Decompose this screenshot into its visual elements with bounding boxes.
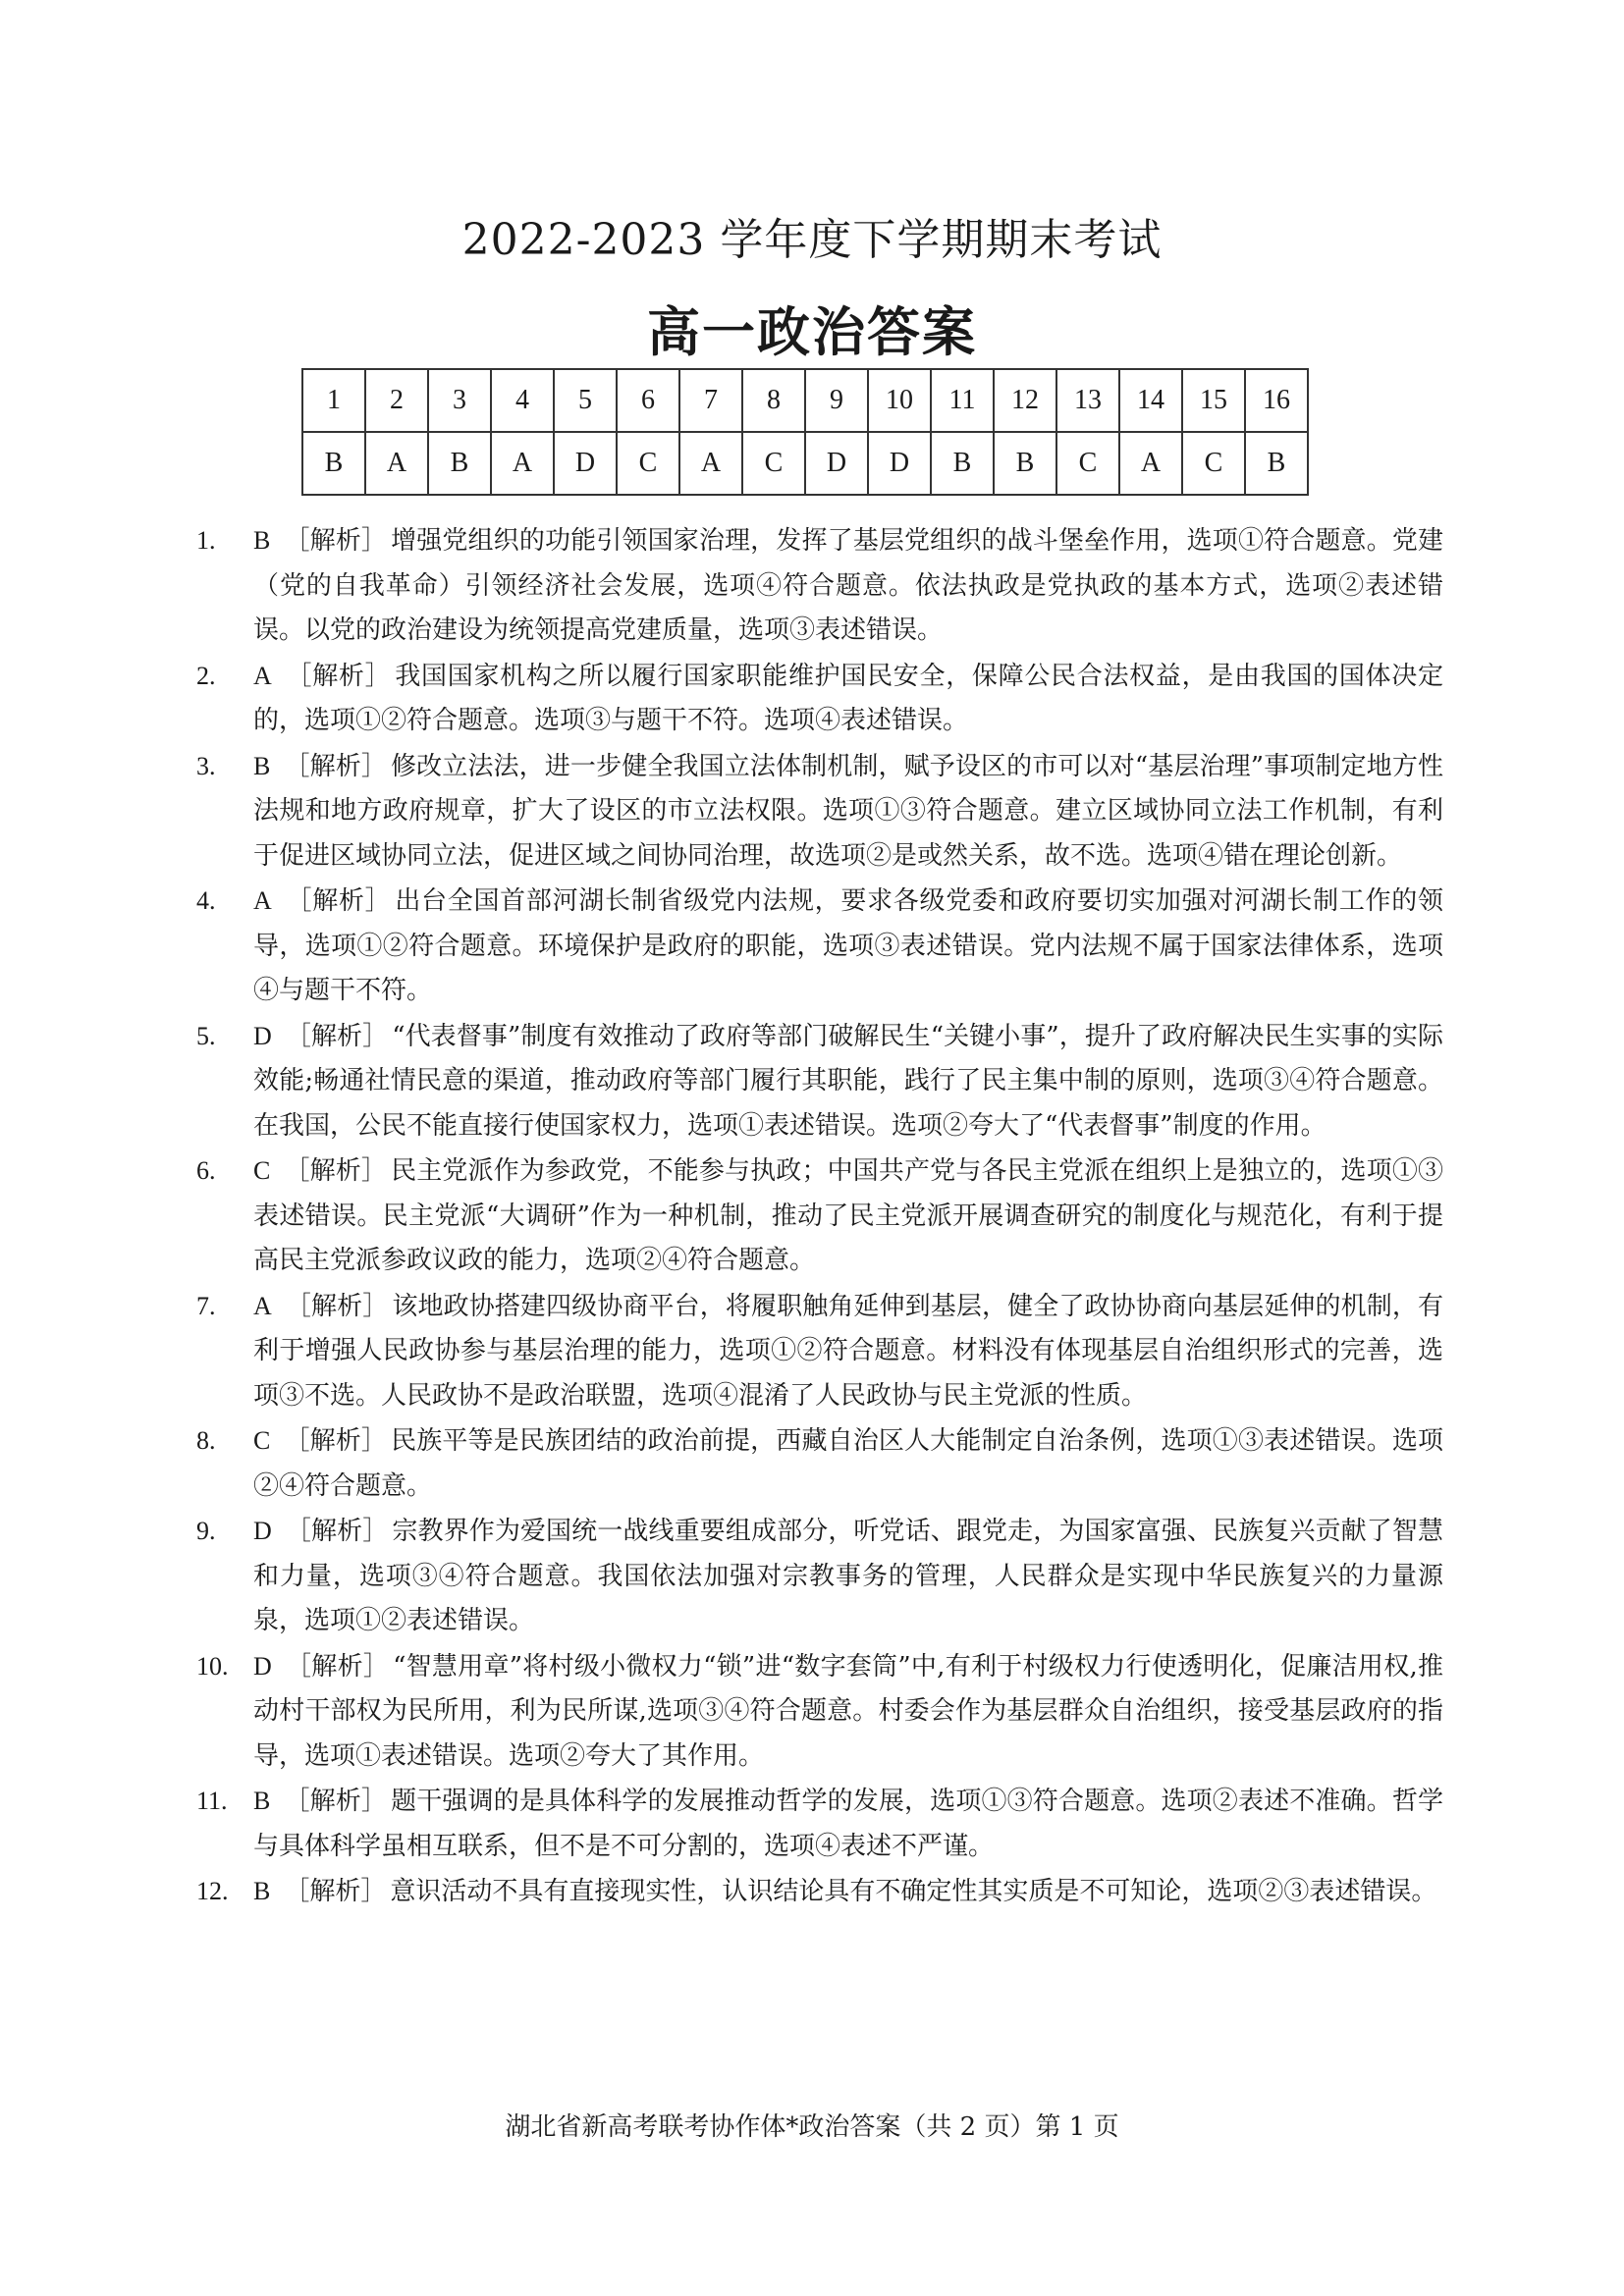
question-number-cell: 1: [302, 369, 365, 432]
item-explanation-text: 该地政协搭建四级协商平台，将履职触角延伸到基层，健全了政协协商向基层延伸的机制，有利于增强人民政协参与基层治理的能力，选项①②符合题意。材料没有体现基层自治组织形式的完善，选项③不选。人民政协不是政治联盟，选项④混淆了人民政协与民主党派的性质。: [253, 1291, 1443, 1411]
item-body: [253, 1014, 1443, 1149]
item-explanation-text: 题干强调的是具体科学的发展推动哲学的发展，选项①③符合题意。选项②表述不准确。哲学与具体科学虽相互联系，但不是不可分割的，选项④表述不严谨。: [253, 1787, 1443, 1861]
item-number: 2.: [196, 661, 216, 690]
explanation-item: [196, 1869, 1443, 1915]
explanation-item: [196, 744, 1443, 880]
item-explanation-text: 增强党组织的功能引领国家治理，发挥了基层党组织的战斗堡垒作用，选项①符合题意。党建（党的自我革命）引领经济社会发展，选项④符合题意。依法执政是党执政的基本方式，选项②表述错误。以党的政治建设为统领提高党建质量，选项③表述错误。: [253, 526, 1443, 645]
exam-title: 2022-2023 学年度下学期期末考试: [461, 215, 1163, 265]
explanation-item: [196, 1644, 1443, 1780]
item-explanation-text: 民族平等是民族团结的政治前提，西藏自治区人大能制定自治条例，选项①③表述错误。选项②④符合题意。: [253, 1426, 1443, 1501]
answer-table-number-row: [302, 369, 1308, 432]
question-number-cell: 15: [1182, 369, 1245, 432]
question-number-cell: 16: [1245, 369, 1308, 432]
question-number-cell: 3: [428, 369, 491, 432]
explanation-item: [196, 1418, 1443, 1509]
item-explanation-text: 民主党派作为参政党，不能参与执政；中国共产党与各民主党派在组织上是独立的，选项①③表述错误。民主党派“大调研”作为一种机制，推动了民主党派开展调查研究的制度化与规范化，有利于提高民主党派参政议政的能力，选项②④符合题意。: [253, 1156, 1443, 1275]
explanation-item: [196, 1014, 1443, 1149]
item-answer: D: [253, 1651, 272, 1681]
item-answer: B: [253, 1787, 271, 1815]
item-explanation-text: 修改立法法，进一步健全我国立法体制机制，赋予设区的市可以对“基层治理”事项制定地方性法规和地方政府规章，扩大了设区的市立法权限。选项①③符合题意。建立区域协同立法工作机制，有利于促进区域协同立法，促进区域之间协同治理，故选项②是或然关系，故不选。选项④错在理论创新。: [253, 751, 1443, 871]
item-number: 12.: [196, 1877, 229, 1905]
question-number-cell: 14: [1119, 369, 1182, 432]
answer-cell: B: [931, 432, 994, 495]
item-body: [253, 1418, 1443, 1509]
item-answer: D: [253, 1517, 272, 1545]
question-number-cell: 10: [868, 369, 931, 432]
question-number-cell: 9: [805, 369, 868, 432]
answer-cell: B: [994, 432, 1056, 495]
analysis-tag: ［解析］: [285, 1021, 389, 1051]
item-explanation-text: 我国国家机构之所以履行国家职能维护国民安全，保障公民合法权益，是由我国的国体决定的，选项①②符合题意。选项③与题干不符。选项④表述错误。: [253, 661, 1443, 735]
analysis-tag: ［解析］: [284, 751, 388, 781]
answer-cell: C: [1182, 432, 1245, 495]
question-number-cell: 13: [1056, 369, 1119, 432]
answer-cell: D: [868, 432, 931, 495]
item-answer: C: [253, 1156, 271, 1185]
item-explanation-text: “智慧用章”将村级小微权力“锁”进“数字套筒”中,有利于村级权力行使透明化，促廉洁用权,推动村干部权为民所用，利为民所谋,选项③④符合题意。村委会作为基层群众自治组织，接受基层政府的指导，选项①表述错误。选项②夸大了其作用。: [253, 1651, 1443, 1771]
item-answer: B: [253, 1877, 271, 1905]
item-number: 10.: [196, 1651, 229, 1681]
answer-cell: A: [1119, 432, 1182, 495]
question-number-cell: 2: [365, 369, 428, 432]
question-number-cell: 11: [931, 369, 994, 432]
explanation-item: [196, 879, 1443, 1014]
item-answer: B: [253, 526, 271, 555]
analysis-tag: ［解析］: [284, 526, 388, 556]
item-number: 9.: [196, 1517, 216, 1545]
analysis-tag: ［解析］: [284, 1787, 388, 1816]
answer-cell: B: [302, 432, 365, 495]
explanation-item: [196, 1284, 1443, 1419]
analysis-tag: ［解析］: [285, 661, 392, 691]
page-footer: 湖北省新高考联考协作体*政治答案（共 2 页）第 1 页: [505, 2112, 1119, 2142]
answer-table-answer-row: [302, 432, 1308, 495]
item-number: 5.: [196, 1021, 216, 1050]
answer-cell: A: [365, 432, 428, 495]
analysis-tag: ［解析］: [285, 886, 392, 916]
question-number-cell: 7: [679, 369, 742, 432]
item-number: 8.: [196, 1426, 216, 1455]
answer-cell: A: [679, 432, 742, 495]
question-number-cell: 4: [491, 369, 554, 432]
question-number-cell: 12: [994, 369, 1056, 432]
answer-cell: D: [554, 432, 617, 495]
item-number: 3.: [196, 751, 216, 780]
page-title: 高一政治答案: [647, 301, 977, 363]
analysis-tag: ［解析］: [284, 1877, 387, 1906]
item-number: 1.: [196, 526, 216, 555]
explanation-item: [196, 1148, 1443, 1284]
explanation-item: [196, 1509, 1443, 1644]
answer-cell: A: [491, 432, 554, 495]
analysis-tag: ［解析］: [284, 1426, 388, 1456]
question-number-cell: 5: [554, 369, 617, 432]
explanation-item: [196, 518, 1443, 654]
answer-cell: C: [1056, 432, 1119, 495]
analysis-tag: ［解析］: [285, 1517, 389, 1546]
answer-cell: B: [1245, 432, 1308, 495]
item-body: [253, 1509, 1443, 1644]
explanation-item: [196, 1779, 1443, 1869]
explanation-item: [196, 654, 1443, 744]
item-number: 11.: [196, 1787, 228, 1815]
answer-table: [301, 368, 1309, 496]
item-body: [253, 744, 1443, 880]
item-answer: A: [253, 1291, 272, 1320]
item-body: [253, 1284, 1443, 1419]
analysis-tag: ［解析］: [285, 1291, 389, 1321]
item-explanation-text: “代表督事”制度有效推动了政府等部门破解民生“关键小事”，提升了政府解决民生实事的实际效能;畅通社情民意的渠道，推动政府等部门履行其职能，践行了民主集中制的原则，选项③④符合题意。在我国，公民不能直接行使国家权力，选项①表述错误。选项②夸大了“代表督事”制度的作用。: [253, 1021, 1443, 1141]
question-number-cell: 8: [742, 369, 805, 432]
answer-cell: D: [805, 432, 868, 495]
item-body: [253, 1779, 1443, 1869]
question-number-cell: 6: [617, 369, 679, 432]
item-number: 4.: [196, 886, 216, 915]
item-answer: D: [253, 1021, 272, 1050]
item-answer: A: [253, 886, 272, 915]
answer-cell: B: [428, 432, 491, 495]
item-number: 6.: [196, 1156, 216, 1185]
item-body: [253, 1148, 1443, 1284]
item-answer: A: [253, 661, 272, 690]
explanations-list: [196, 518, 1443, 1915]
item-answer: C: [253, 1426, 271, 1455]
item-explanation-text: 意识活动不具有直接现实性，认识结论具有不确定性其实质是不可知论，选项②③表述错误。: [390, 1877, 1437, 1906]
analysis-tag: ［解析］: [285, 1651, 390, 1682]
item-explanation-text: 宗教界作为爱国统一战线重要组成部分，听党话、跟党走，为国家富强、民族复兴贡献了智慧和力量，选项③④符合题意。我国依法加强对宗教事务的管理，人民群众是实现中华民族复兴的力量源泉，选项①②表述错误。: [253, 1517, 1443, 1635]
item-body: [253, 654, 1443, 744]
answer-cell: C: [617, 432, 679, 495]
item-body: [253, 1869, 1443, 1915]
item-body: [253, 518, 1443, 654]
item-explanation-text: 出台全国首部河湖长制省级党内法规，要求各级党委和政府要切实加强对河湖长制工作的领导，选项①②符合题意。环境保护是政府的职能，选项③表述错误。党内法规不属于国家法律体系，选项④与题干不符。: [253, 886, 1443, 1005]
item-body: [253, 879, 1443, 1014]
answer-cell: C: [742, 432, 805, 495]
item-number: 7.: [196, 1291, 216, 1320]
item-answer: B: [253, 751, 271, 780]
analysis-tag: ［解析］: [284, 1156, 388, 1186]
item-body: [253, 1644, 1443, 1780]
